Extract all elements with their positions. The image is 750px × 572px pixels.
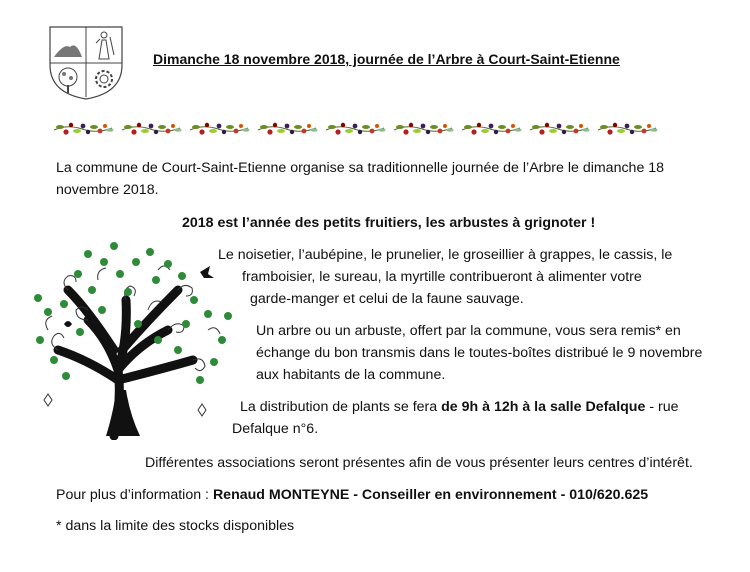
intro-line-1: La commune de Court-Saint-Etienne organise sa traditionnelle journée de l’Arbre le dimanche 18 [56,160,665,176]
distribution-line-1 [240,396,679,418]
coat-of-arms-icon [48,25,124,101]
page-title: Dimanche 18 novembre 2018, journée de l’Arbre à Court-Saint-Etienne [153,51,620,67]
shrubs-line-2: framboisier, le sureau, la myrtille contribueront à alimenter votre [242,269,642,285]
contact-info [56,484,648,506]
distribution-prefix: La distribution de plants se fera [240,399,442,415]
distribution-suffix: - rue [645,399,679,415]
shrubs-line-3: garde-manger et celui de la faune sauvage. [250,291,524,307]
tree-illustration-icon [18,240,248,440]
associations-text: Différentes associations seront présentes afin de vous présenter leurs centres d’intérêt. [145,455,693,471]
berry-garland-icon [52,116,664,140]
offer-line-1: Un arbre ou un arbuste, offert par la commune, vous sera remis* en [256,323,681,339]
footnote: * dans la limite des stocks disponibles [56,518,295,534]
shrubs-line-1: Le noisetier, l’aubépine, le prunelier, le groseillier à grappes, le cassis, le [218,247,673,263]
offer-line-2: échange du bon transmis dans le toutes-boîtes distribué le 9 novembre [256,345,703,361]
intro-line-2: novembre 2018. [56,182,159,198]
distribution-line-2: Defalque n°6. [232,421,319,437]
headline: 2018 est l’année des petits fruitiers, les arbustes à grignoter ! [182,215,596,231]
distribution-time-place: de 9h à 12h à la salle Defalque [441,399,646,415]
contact-person: Renaud MONTEYNE - Conseiller en environnement - 010/620.625 [212,487,649,503]
offer-line-3: aux habitants de la commune. [256,367,446,383]
contact-prefix: Pour plus d’information : [56,487,213,503]
